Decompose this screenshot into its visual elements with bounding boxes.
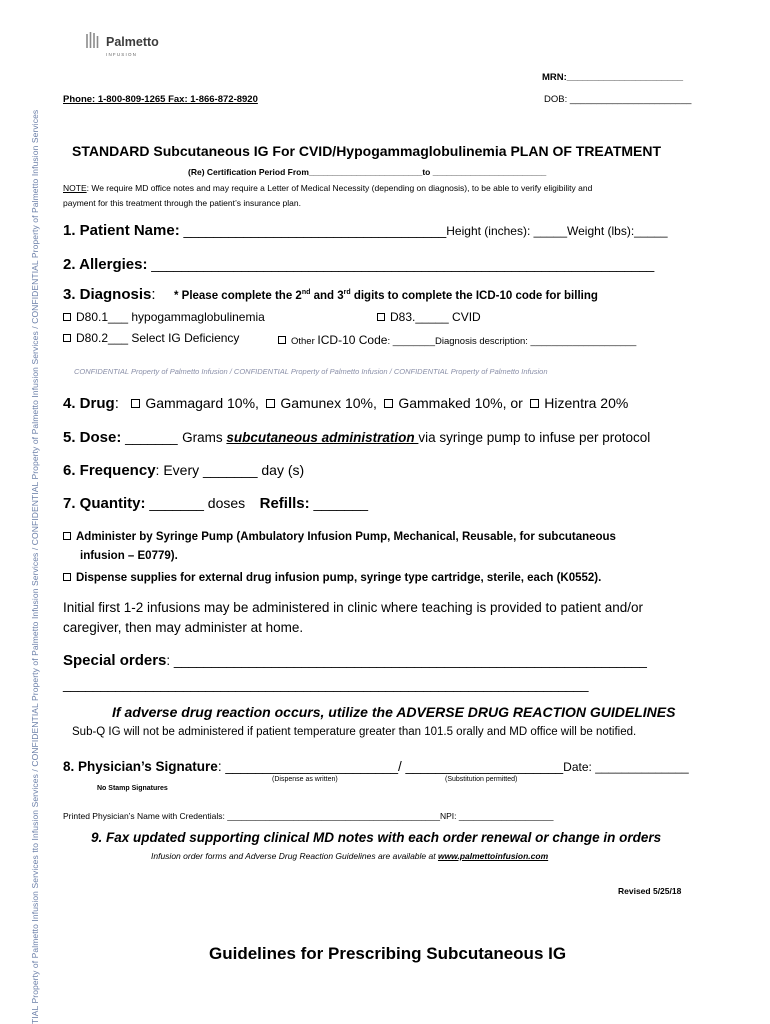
allergies-row — [63, 256, 654, 274]
icd10-input[interactable]: : ________ — [387, 336, 435, 347]
palmetto-website-link[interactable]: www.palmettoinfusion.com — [437, 851, 549, 861]
frequency-input[interactable]: : Every _______ day (s) — [155, 462, 305, 478]
mrn-field[interactable]: MRN:______________________ — [542, 72, 684, 83]
checkbox-icon[interactable] — [384, 399, 393, 408]
frequency-row — [63, 462, 304, 480]
drug-option-gammagard[interactable] — [131, 395, 259, 411]
patient-name-label: 1. Patient Name: — [63, 222, 180, 239]
diagnosis-colon: : — [151, 286, 156, 303]
checkbox-icon[interactable] — [63, 573, 71, 581]
drug-label: 4. Drug — [63, 395, 115, 412]
special-orders-input-2[interactable]: ______________________________________________________________________ — [63, 677, 589, 692]
dose-row — [63, 429, 650, 447]
signature-label: 8. Physician’s Signature — [63, 759, 218, 774]
note-line1 — [63, 183, 592, 193]
dose-input[interactable]: _______ — [121, 430, 178, 445]
fax-notes-sub-text: Infusion order forms and Adverse Drug Reaction Guidelines are available at — [151, 851, 438, 861]
allergies-label: 2. Allergies: — [63, 256, 148, 273]
syringe-pump-label-2: infusion – E0779). — [80, 550, 178, 562]
gammaked-label: Gammaked 10%, or — [398, 395, 523, 411]
signature-row — [63, 758, 689, 776]
checkbox-icon[interactable] — [266, 399, 275, 408]
patient-name-row — [63, 222, 668, 240]
diagnosis-description-input[interactable]: : ____________________ — [525, 336, 637, 347]
instr-a: * Please complete the 2 — [173, 290, 302, 302]
refills-label: Refills: — [259, 495, 310, 512]
temperature-note: Sub-Q IG will not be administered if patient temperature greater than 101.5 orally and MD office will be notified. — [72, 726, 637, 738]
special-orders-label: Special orders — [63, 652, 167, 669]
initial-infusions-line1: Initial first 1-2 infusions may be administered in clinic where teaching is provided to patient and/or — [63, 600, 644, 615]
gamunex-label: Gamunex 10%, — [280, 395, 377, 411]
dob-field[interactable]: DOB: _______________________ — [544, 94, 692, 105]
drug-row — [63, 395, 628, 413]
drug-option-gamunex[interactable] — [266, 395, 377, 411]
quantity-label: 7. Quantity: — [63, 495, 146, 512]
quantity-row — [63, 495, 368, 513]
side-watermark: TIAL Property of Palmetto Infusion Services tto Infusion Services / CONFIDENTIAL Property of Palmetto Infusion Services / CONFIDENTIAL Property of Palmetto Infusion Services / CONFIDENTIAL Property of Palmetto Infusion Services — [30, 109, 40, 1024]
guidelines-title: Guidelines for Prescribing Subcutaneous IG — [209, 944, 567, 963]
signature-input[interactable]: : _______________________/ _____________________ — [217, 759, 564, 774]
special-orders-input[interactable]: : _______________________________________________________________ — [166, 653, 647, 668]
allergies-input[interactable]: ___________________________________________________________________ — [147, 257, 655, 272]
note-text: : We require MD office notes and may require a Letter of Medical Necessity (depending on diagnosis), to be able to verify eligibility and — [86, 183, 593, 193]
instr-sup2: rd — [343, 289, 351, 297]
checkbox-icon[interactable] — [63, 334, 71, 342]
dispense-as-written-label: (Dispense as written) — [272, 776, 338, 783]
diagnosis-description-label: Diagnosis description — [434, 336, 526, 347]
fax-notes-sub — [151, 851, 548, 861]
diagnosis-option-d802[interactable] — [63, 331, 239, 345]
printed-name-row — [63, 811, 553, 821]
checkbox-icon[interactable] — [131, 399, 140, 408]
checkbox-icon[interactable] — [63, 532, 71, 540]
instr-b: and 3 — [310, 290, 344, 302]
d801-label: D80.1___ hypogammaglobulinemia — [76, 310, 265, 324]
diagnosis-label: 3. Diagnosis — [63, 286, 152, 303]
hizentra-label: Hizentra 20% — [544, 395, 629, 411]
page-title: STANDARD Subcutaneous IG For CVID/Hypogammaglobulinemia PLAN OF TREATMENT — [72, 143, 662, 159]
no-stamp-label: No Stamp Signatures — [97, 785, 168, 792]
syringe-pump-option[interactable] — [63, 531, 616, 543]
icd10-label: ICD-10 Code — [317, 333, 388, 347]
drug-option-hizentra[interactable] — [530, 395, 628, 411]
initial-infusions-line2: caregiver, then may administer at home. — [63, 620, 304, 635]
dose-rest: via syringe pump to infuse per protocol — [418, 430, 651, 445]
dose-label: 5. Dose: — [63, 429, 122, 446]
other-label: Other — [291, 336, 318, 347]
checkbox-icon[interactable] — [377, 313, 385, 321]
instr-c: digits to complete the ICD-10 code for billing — [350, 290, 598, 302]
checkbox-icon[interactable] — [278, 336, 286, 344]
d83-label: D83._____ CVID — [390, 310, 481, 324]
palmetto-logo — [84, 30, 159, 57]
special-orders-row — [63, 652, 647, 670]
instr-sup1: nd — [301, 289, 311, 297]
gammagard-label: Gammagard 10%, — [145, 395, 259, 411]
note-line2: payment for this treatment through the patient’s insurance plan. — [63, 198, 301, 208]
dispense-supplies-label: Dispense supplies for external drug infusion pump, syringe type cartridge, sterile, each (K0552). — [76, 572, 602, 584]
refills-input[interactable]: _______ — [309, 495, 369, 511]
palm-leaf-icon — [84, 30, 102, 50]
patient-name-input[interactable]: ___________________________________ — [179, 223, 447, 238]
weight-input[interactable]: Weight (lbs):_____ — [567, 224, 668, 238]
revised-date: Revised 5/25/18 — [618, 886, 682, 896]
diagnosis-row — [63, 286, 598, 304]
frequency-label: 6. Frequency — [63, 462, 156, 479]
syringe-pump-label: Administer by Syringe Pump (Ambulatory Infusion Pump, Mechanical, Reusable, for subcutaneous — [76, 531, 616, 543]
diagnosis-option-d801[interactable] — [63, 310, 265, 324]
diagnosis-option-d83[interactable] — [377, 310, 481, 324]
printed-name-input[interactable]: Printed Physician’s Name with Credentials: _____________________________________________ — [63, 811, 440, 821]
logo-sub: INFUSION — [106, 52, 138, 57]
confidential-line: CONFIDENTIAL Property of Palmetto Infusion / CONFIDENTIAL Property of Palmetto Infusion / CONFIDENTIAL Property of Palmetto Infusion — [74, 367, 548, 376]
logo-name: Palmetto — [106, 35, 159, 49]
d802-label: D80.2___ Select IG Deficiency — [76, 331, 240, 345]
dispense-supplies-option[interactable] — [63, 572, 601, 584]
drug-option-gammaked[interactable] — [384, 395, 523, 411]
diagnosis-option-other[interactable] — [278, 331, 636, 349]
fax-notes-title: 9. Fax updated supporting clinical MD notes with each order renewal or change in orders — [91, 830, 662, 845]
checkbox-icon[interactable] — [63, 313, 71, 321]
diagnosis-instruction — [174, 290, 598, 302]
drug-colon: : — [114, 395, 119, 412]
cert-period-field[interactable]: (Re) Certification Period From________________________to ________________________ — [188, 167, 547, 177]
height-input[interactable]: Height (inches): _____ — [446, 224, 568, 238]
note-label: NOTE — [63, 183, 87, 193]
signature-date-input[interactable]: Date: ______________ — [563, 760, 689, 774]
phone-fax: Phone: 1-800-809-1265 Fax: 1-866-872-8920 — [63, 94, 258, 105]
quantity-input[interactable]: _______ doses — [145, 495, 246, 511]
substitution-permitted-label: (Substitution permitted) — [445, 776, 518, 783]
checkbox-icon[interactable] — [530, 399, 539, 408]
adverse-reaction-title: If adverse drug reaction occurs, utilize the ADVERSE DRUG REACTION GUIDELINES — [112, 704, 676, 720]
grams-label: Grams — [182, 430, 227, 445]
npi-input[interactable]: NPI: ____________________ — [439, 811, 554, 821]
subq-admin-label: subcutaneous administration — [226, 430, 419, 445]
